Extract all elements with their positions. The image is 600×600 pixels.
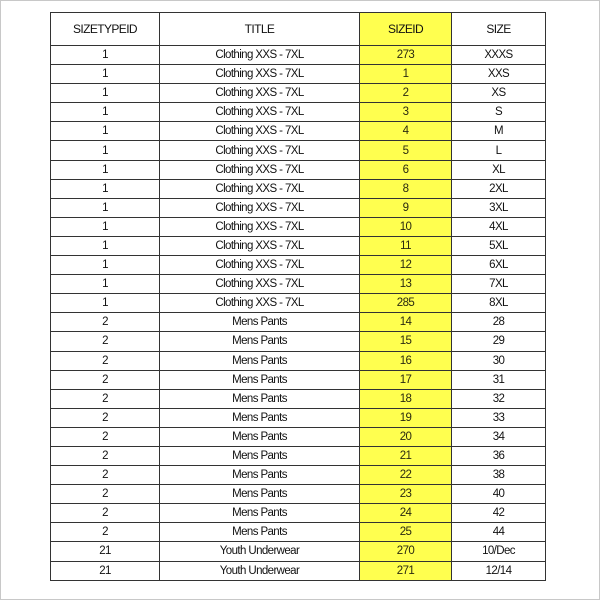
cell-size: 36 <box>452 446 546 465</box>
cell-title: Youth Underwear <box>160 561 360 580</box>
cell-sizeid: 4 <box>360 122 452 141</box>
table-row <box>51 332 546 351</box>
cell-size: L <box>452 141 546 160</box>
cell-title: Clothing XXS - 7XL <box>160 65 360 84</box>
cell-sizetypeid: 2 <box>51 427 160 446</box>
cell-sizeid: 1 <box>360 65 452 84</box>
table-row <box>51 294 546 313</box>
cell-size: XL <box>452 160 546 179</box>
cell-sizeid: 6 <box>360 160 452 179</box>
cell-sizeid: 19 <box>360 408 452 427</box>
table-row <box>51 65 546 84</box>
cell-size: 30 <box>452 351 546 370</box>
table-row <box>51 561 546 580</box>
cell-sizeid: 270 <box>360 542 452 561</box>
cell-sizeid: 13 <box>360 275 452 294</box>
cell-size: 5XL <box>452 236 546 255</box>
cell-sizetypeid: 1 <box>51 294 160 313</box>
table-row <box>51 84 546 103</box>
cell-size: 4XL <box>452 217 546 236</box>
cell-sizetypeid: 1 <box>51 46 160 65</box>
cell-size: 42 <box>452 504 546 523</box>
cell-title: Mens Pants <box>160 313 360 332</box>
cell-title: Clothing XXS - 7XL <box>160 198 360 217</box>
cell-title: Mens Pants <box>160 446 360 465</box>
cell-sizetypeid: 1 <box>51 275 160 294</box>
table-row <box>51 217 546 236</box>
table-row <box>51 389 546 408</box>
cell-size: 7XL <box>452 275 546 294</box>
cell-title: Clothing XXS - 7XL <box>160 179 360 198</box>
cell-sizetypeid: 2 <box>51 446 160 465</box>
cell-title: Clothing XXS - 7XL <box>160 141 360 160</box>
cell-title: Clothing XXS - 7XL <box>160 84 360 103</box>
cell-sizetypeid: 1 <box>51 84 160 103</box>
header-size: SIZE <box>452 13 546 46</box>
cell-sizeid: 285 <box>360 294 452 313</box>
cell-sizeid: 17 <box>360 370 452 389</box>
cell-title: Clothing XXS - 7XL <box>160 217 360 236</box>
cell-sizetypeid: 2 <box>51 351 160 370</box>
table-row <box>51 523 546 542</box>
table-row <box>51 504 546 523</box>
cell-title: Clothing XXS - 7XL <box>160 275 360 294</box>
header-row <box>51 13 546 46</box>
cell-title: Mens Pants <box>160 427 360 446</box>
cell-size: 28 <box>452 313 546 332</box>
cell-title: Clothing XXS - 7XL <box>160 46 360 65</box>
cell-title: Mens Pants <box>160 466 360 485</box>
cell-sizeid: 18 <box>360 389 452 408</box>
table-row <box>51 485 546 504</box>
cell-title: Clothing XXS - 7XL <box>160 294 360 313</box>
cell-size: 40 <box>452 485 546 504</box>
cell-title: Youth Underwear <box>160 542 360 561</box>
cell-sizeid: 9 <box>360 198 452 217</box>
cell-size: 31 <box>452 370 546 389</box>
cell-size: 29 <box>452 332 546 351</box>
cell-title: Mens Pants <box>160 351 360 370</box>
cell-sizetypeid: 1 <box>51 141 160 160</box>
cell-title: Clothing XXS - 7XL <box>160 236 360 255</box>
cell-sizetypeid: 2 <box>51 370 160 389</box>
cell-sizeid: 15 <box>360 332 452 351</box>
cell-title: Clothing XXS - 7XL <box>160 103 360 122</box>
cell-sizetypeid: 2 <box>51 389 160 408</box>
cell-sizetypeid: 1 <box>51 103 160 122</box>
table-body <box>51 46 546 581</box>
table-row <box>51 256 546 275</box>
cell-sizeid: 22 <box>360 466 452 485</box>
cell-size: S <box>452 103 546 122</box>
cell-size: 32 <box>452 389 546 408</box>
table-row <box>51 446 546 465</box>
cell-sizeid: 23 <box>360 485 452 504</box>
cell-sizetypeid: 2 <box>51 408 160 427</box>
table-row <box>51 141 546 160</box>
cell-title: Mens Pants <box>160 332 360 351</box>
cell-size: 10/Dec <box>452 542 546 561</box>
cell-sizeid: 14 <box>360 313 452 332</box>
cell-sizetypeid: 1 <box>51 217 160 236</box>
cell-sizeid: 5 <box>360 141 452 160</box>
cell-sizeid: 8 <box>360 179 452 198</box>
cell-size: 6XL <box>452 256 546 275</box>
cell-size: 8XL <box>452 294 546 313</box>
table-row <box>51 542 546 561</box>
cell-title: Mens Pants <box>160 389 360 408</box>
cell-title: Mens Pants <box>160 523 360 542</box>
table-row <box>51 408 546 427</box>
cell-size: XXXS <box>452 46 546 65</box>
cell-sizetypeid: 1 <box>51 122 160 141</box>
table-row <box>51 103 546 122</box>
cell-title: Clothing XXS - 7XL <box>160 256 360 275</box>
cell-sizetypeid: 2 <box>51 332 160 351</box>
cell-title: Mens Pants <box>160 370 360 389</box>
cell-sizetypeid: 21 <box>51 542 160 561</box>
table-row <box>51 370 546 389</box>
cell-sizetypeid: 1 <box>51 236 160 255</box>
cell-sizeid: 271 <box>360 561 452 580</box>
cell-title: Mens Pants <box>160 408 360 427</box>
cell-sizetypeid: 1 <box>51 198 160 217</box>
table-row <box>51 236 546 255</box>
cell-sizeid: 273 <box>360 46 452 65</box>
cell-sizeid: 24 <box>360 504 452 523</box>
table-row <box>51 160 546 179</box>
cell-size: 3XL <box>452 198 546 217</box>
cell-title: Clothing XXS - 7XL <box>160 160 360 179</box>
header-title: TITLE <box>160 13 360 46</box>
cell-sizetypeid: 2 <box>51 504 160 523</box>
cell-title: Mens Pants <box>160 504 360 523</box>
cell-sizetypeid: 2 <box>51 485 160 504</box>
table-row <box>51 179 546 198</box>
table-row <box>51 427 546 446</box>
cell-sizetypeid: 2 <box>51 313 160 332</box>
cell-size: M <box>452 122 546 141</box>
cell-size: 33 <box>452 408 546 427</box>
table-row <box>51 198 546 217</box>
cell-sizetypeid: 2 <box>51 466 160 485</box>
cell-sizeid: 11 <box>360 236 452 255</box>
cell-sizeid: 20 <box>360 427 452 446</box>
cell-sizeid: 25 <box>360 523 452 542</box>
cell-sizeid: 2 <box>360 84 452 103</box>
cell-sizetypeid: 21 <box>51 561 160 580</box>
cell-size: 44 <box>452 523 546 542</box>
cell-sizetypeid: 1 <box>51 256 160 275</box>
table-row <box>51 122 546 141</box>
cell-size: 34 <box>452 427 546 446</box>
table-row <box>51 351 546 370</box>
header-sizeid: SIZEID <box>360 13 452 46</box>
cell-sizeid: 10 <box>360 217 452 236</box>
cell-size: 12/14 <box>452 561 546 580</box>
cell-sizetypeid: 1 <box>51 179 160 198</box>
table-row <box>51 46 546 65</box>
cell-size: 38 <box>452 466 546 485</box>
cell-sizeid: 16 <box>360 351 452 370</box>
table-row <box>51 275 546 294</box>
header-sizetypeid: SIZETYPEID <box>51 13 160 46</box>
table-row <box>51 466 546 485</box>
cell-sizetypeid: 1 <box>51 65 160 84</box>
cell-sizeid: 3 <box>360 103 452 122</box>
cell-sizeid: 21 <box>360 446 452 465</box>
cell-sizeid: 12 <box>360 256 452 275</box>
cell-size: 2XL <box>452 179 546 198</box>
cell-title: Mens Pants <box>160 485 360 504</box>
cell-title: Clothing XXS - 7XL <box>160 122 360 141</box>
cell-sizetypeid: 1 <box>51 160 160 179</box>
cell-sizetypeid: 2 <box>51 523 160 542</box>
size-table <box>50 12 546 581</box>
cell-size: XS <box>452 84 546 103</box>
cell-size: XXS <box>452 65 546 84</box>
table-row <box>51 313 546 332</box>
